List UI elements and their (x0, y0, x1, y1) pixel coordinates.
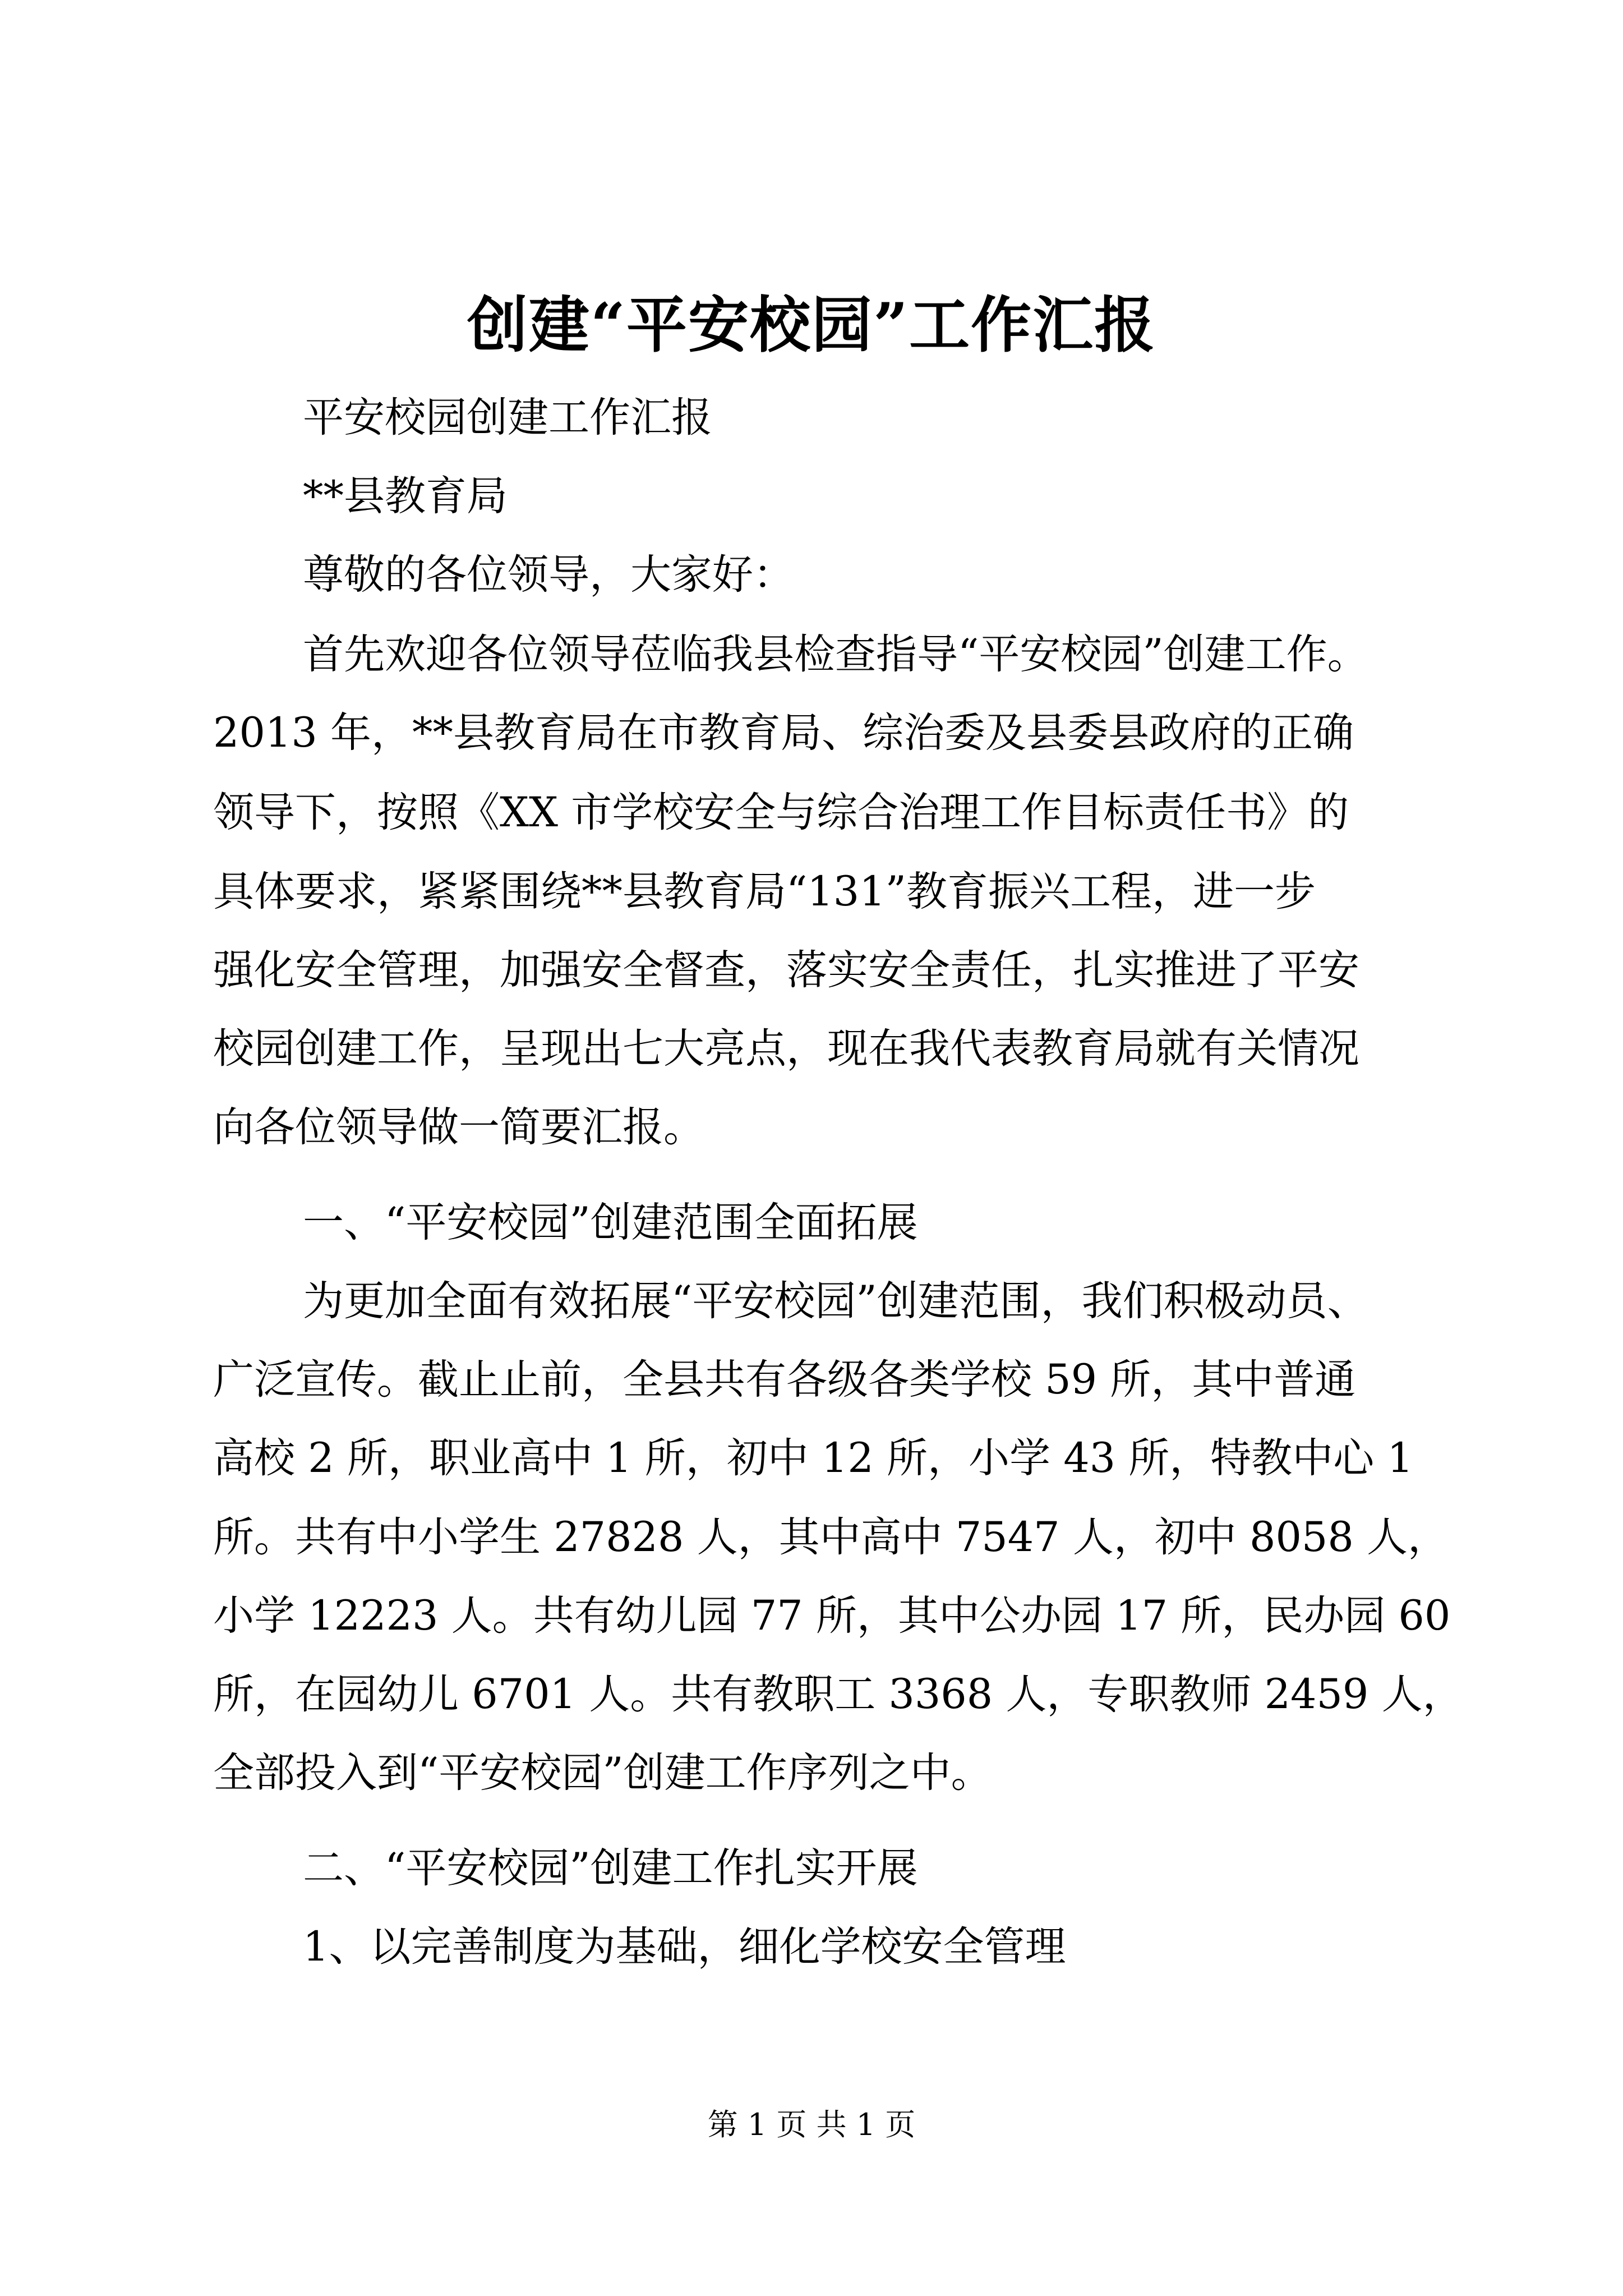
subtitle-line: 平安校园创建工作汇报 (303, 394, 712, 441)
paragraph-line: 强化安全管理，加强安全督查，落实安全责任，扎实推进了平安 (213, 946, 1359, 994)
paragraph-line: 所。共有中小学生 27828 人，其中高中 7547 人，初中 8058 人， (213, 1513, 1449, 1561)
paragraph-line: 所，在园幼儿 6701 人。共有教职工 3368 人，专职教师 2459 人， (213, 1671, 1464, 1718)
page-footer: 第 1 页 共 1 页 (707, 2107, 916, 2142)
paragraph-line: 具体要求，紧紧围绕**县教育局“131”教育振兴工程，进一步 (213, 868, 1316, 915)
paragraph-line: 校园创建工作，呈现出七大亮点，现在我代表教育局就有关情况 (213, 1025, 1359, 1073)
section-heading-1: 一、“平安校园”创建范围全面拓展 (303, 1199, 918, 1246)
paragraph-line: 小学 12223 人。共有幼儿园 77 所，其中公办园 17 所，民办园 60 (213, 1592, 1451, 1640)
paragraph-line: 广泛宣传。截止止前，全县共有各级各类学校 59 所，其中普通 (213, 1356, 1356, 1404)
paragraph-line: 高校 2 所，职业高中 1 所，初中 12 所，小学 43 所，特教中心 1 (213, 1434, 1413, 1482)
section-heading-2: 二、“平安校园”创建工作扎实开展 (303, 1844, 918, 1892)
author-line: **县教育局 (303, 472, 508, 520)
paragraph-line: 为更加全面有效拓展“平安校园”创建范围，我们积极动员、 (303, 1277, 1368, 1325)
paragraph-line: 向各位领导做一简要汇报。 (213, 1103, 704, 1151)
greeting-line: 尊敬的各位领导，大家好： (303, 551, 794, 599)
paragraph-line: 首先欢迎各位领导莅临我县检查指导“平安校园”创建工作。 (303, 631, 1368, 678)
paragraph-line: 全部投入到“平安校园”创建工作序列之中。 (213, 1749, 992, 1797)
paragraph-line: 领导下，按照《XX 市学校安全与综合治理工作目标责任书》的 (213, 789, 1349, 836)
subsection-heading-1: 1、以完善制度为基础，细化学校安全管理 (303, 1923, 1066, 1971)
paragraph-line: 2013 年，**县教育局在市教育局、综治委及县委县政府的正确 (213, 709, 1354, 757)
document-title: 创建“平安校园”工作汇报 (467, 290, 1156, 361)
